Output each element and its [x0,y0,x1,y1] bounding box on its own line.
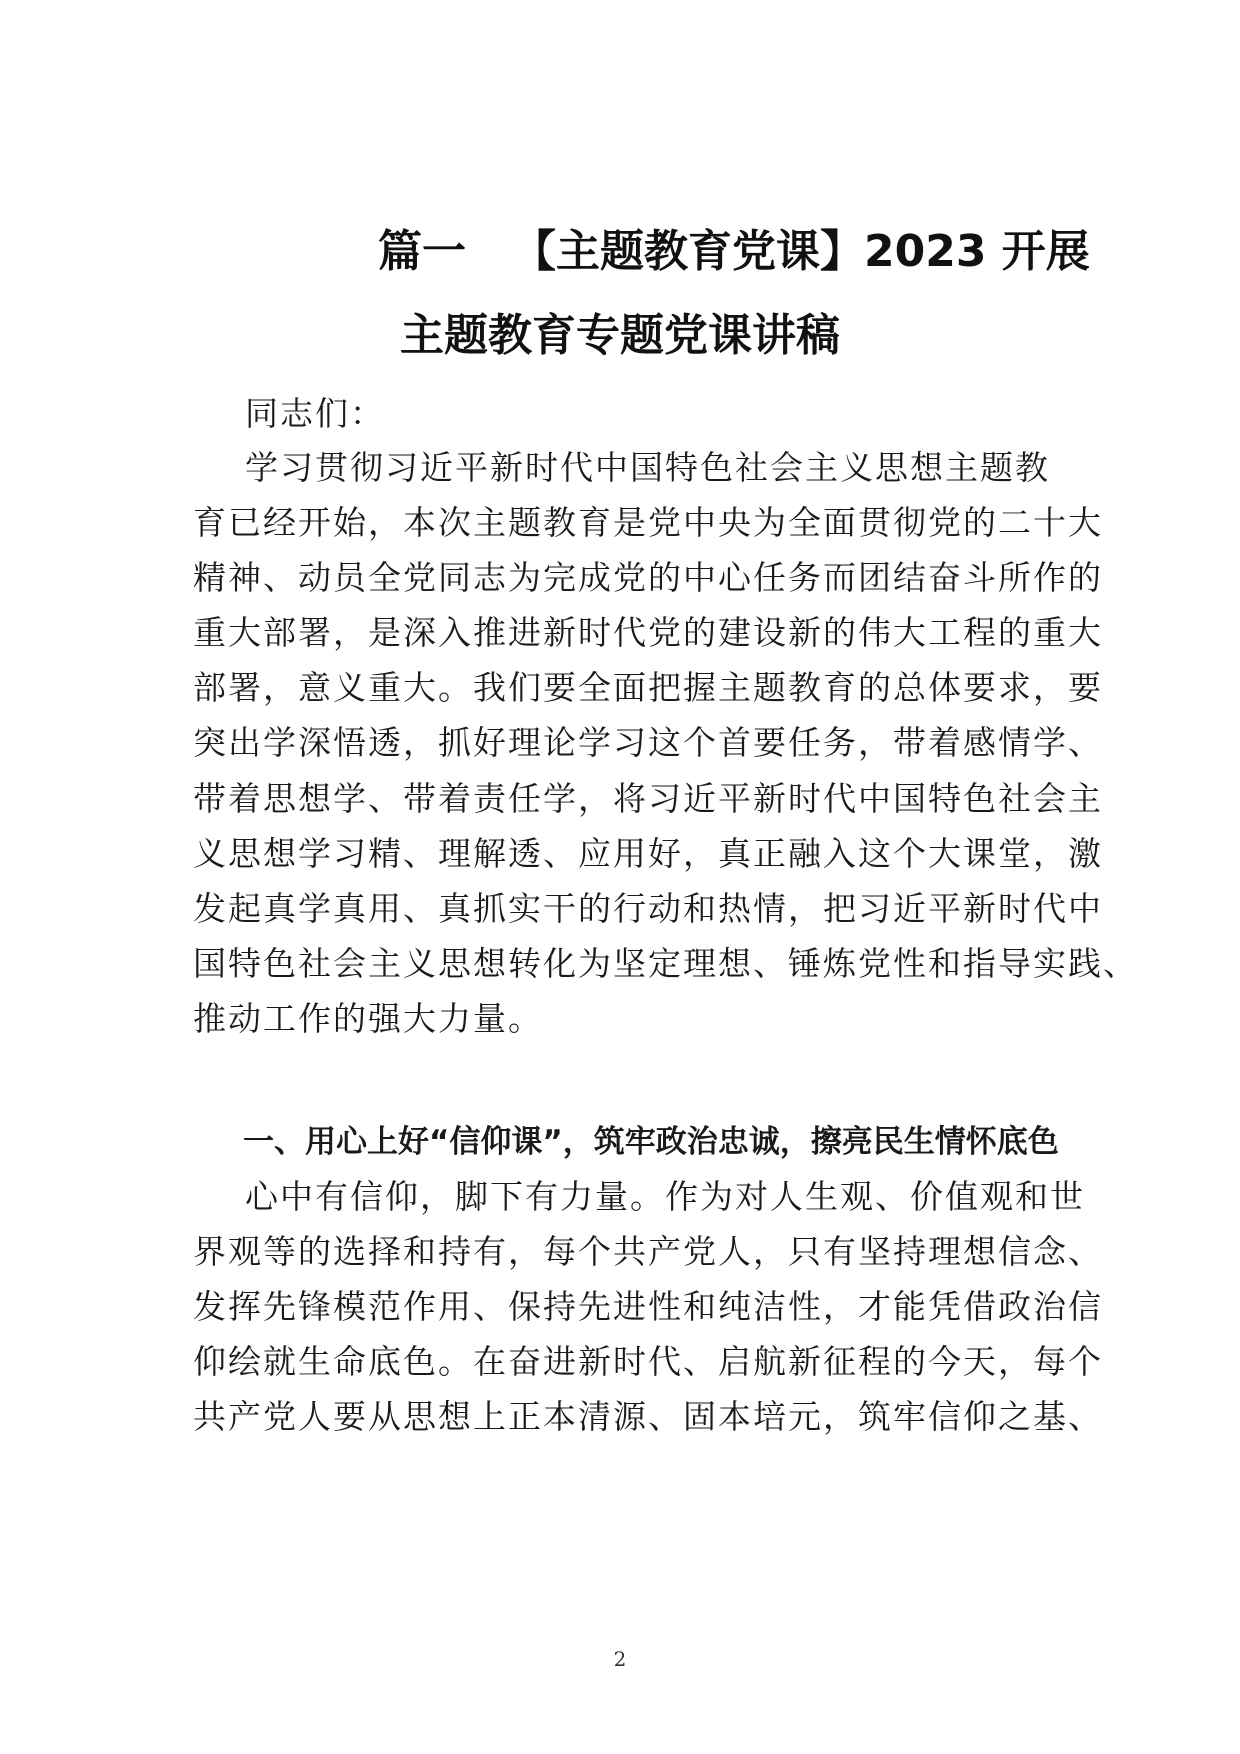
salutation: 同志们： [245,394,385,433]
paragraph-line: 义思想学习精、理解透、应用好，真正融入这个大课堂，激 [193,834,1103,873]
paragraph-line: 仰绘就生命底色。在奋进新时代、启航新征程的今天，每个 [193,1342,1103,1381]
paragraph-line: 推动工作的强大力量。 [193,999,543,1038]
paragraph-line: 界观等的选择和持有，每个共产党人，只有坚持理想信念、 [193,1232,1103,1271]
paragraph-line: 国特色社会主义思想转化为坚定理想、锤炼党性和指导实践、 [193,944,1138,983]
section-heading-1: 一、用心上好“信仰课”，筑牢政治忠诚，擦亮民生情怀底色 [243,1124,1059,1160]
paragraph-line: 学习贯彻习近平新时代中国特色社会主义思想主题教 [245,448,1050,487]
paragraph-line: 突出学深悟透，抓好理论学习这个首要任务，带着感情学、 [193,723,1103,762]
document-title-line-1 [0,224,1240,280]
paragraph-line: 发起真学真用、真抓实干的行动和热情，把习近平新时代中 [193,889,1103,928]
paragraph-line: 精神、动员全党同志为完成党的中心任务而团结奋斗所作的 [193,558,1103,597]
paragraph-line: 育已经开始，本次主题教育是党中央为全面贯彻党的二十大 [193,503,1103,542]
page-number: 2 [613,1647,627,1671]
paragraph-line: 心中有信仰，脚下有力量。作为对人生观、价值观和世 [245,1177,1085,1216]
paragraph-line: 发挥先锋模范作用、保持先进性和纯洁性，才能凭借政治信 [193,1287,1103,1326]
document-title-prefix: 篇一 [378,226,466,277]
paragraph-line: 部署，意义重大。我们要全面把握主题教育的总体要求，要 [193,668,1103,707]
document-title-main: 【主题教育党课】2023 开展 [512,226,1090,277]
paragraph-line: 重大部署，是深入推进新时代党的建设新的伟大工程的重大 [193,613,1103,652]
paragraph-line: 带着思想学、带着责任学，将习近平新时代中国特色社会主 [193,779,1103,818]
document-title-line-2: 主题教育专题党课讲稿 [400,310,840,361]
paragraph-line: 共产党人要从思想上正本清源、固本培元，筑牢信仰之基、 [193,1397,1103,1436]
